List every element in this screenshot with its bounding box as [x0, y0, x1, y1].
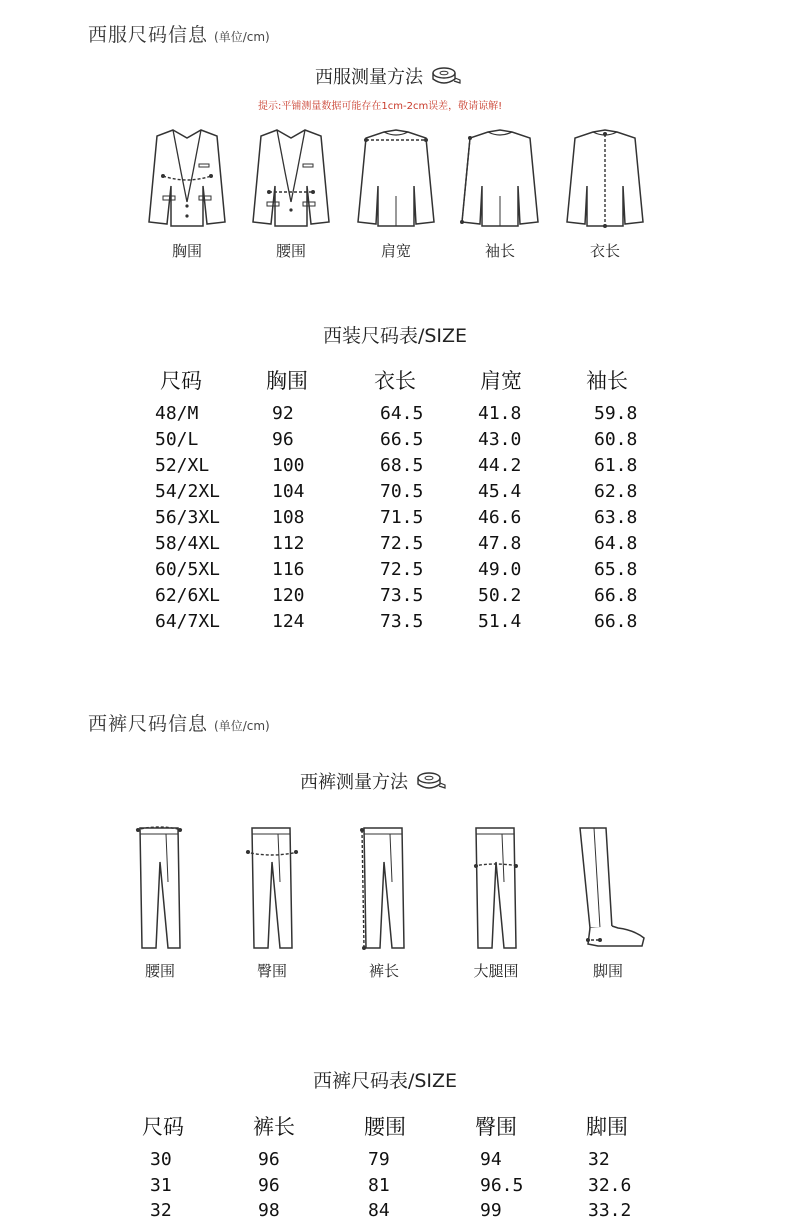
figure-label: 臀围 [256, 962, 287, 980]
measurement-tip: 提示:平铺测量数据可能存在1cm-2cm误差，敬请谅解! [258, 101, 503, 112]
table-cell: 84 [368, 1200, 390, 1221]
table-cell: 81 [368, 1175, 390, 1196]
jacket-unit: (单位/cm) [214, 30, 270, 44]
trousers-header-cell: 尺码 [142, 1115, 184, 1139]
table-cell: 73.5 [380, 585, 424, 606]
table-cell: 96 [258, 1149, 280, 1170]
jacket-method-title [315, 63, 461, 89]
table-cell: 68.5 [380, 455, 424, 476]
figure-label: 肩宽 [380, 242, 411, 260]
figure-trousers-thigh [446, 822, 546, 981]
table-cell: 48/M [155, 403, 199, 424]
table-cell: 51.4 [478, 611, 522, 632]
table-cell: 64.5 [380, 403, 424, 424]
table-cell: 30 [150, 1149, 172, 1170]
table-cell: 99 [480, 1200, 502, 1221]
jacket-header-cell: 肩宽 [480, 369, 522, 393]
table-cell: 66.5 [380, 429, 424, 450]
table-cell: 73.5 [380, 611, 424, 632]
jacket-header-cell: 袖长 [586, 369, 628, 393]
table-cell: 32.6 [588, 1175, 632, 1196]
table-cell: 71.5 [380, 507, 424, 528]
table-cell: 31 [150, 1175, 172, 1196]
table-cell: 72.5 [380, 559, 424, 580]
figure-label: 胸围 [171, 242, 202, 260]
table-cell: 79 [368, 1149, 390, 1170]
table-cell: 64/7XL [155, 611, 221, 632]
table-cell: 58/4XL [155, 533, 221, 554]
trousers-hem-icon [568, 822, 648, 952]
figure-jacket-chest [137, 126, 237, 261]
figure-jacket-sleeve [450, 126, 550, 261]
figure-jacket-shoulder [346, 126, 446, 261]
figure-label: 裤长 [368, 962, 399, 980]
table-cell: 33.2 [588, 1200, 632, 1221]
table-cell: 66.8 [594, 585, 638, 606]
table-cell: 50/L [155, 429, 199, 450]
trousers-section-title [88, 709, 270, 736]
jacket-method-title-text: 西服测量方法 [315, 67, 423, 88]
table-cell: 100 [272, 455, 305, 476]
jacket-back-sleeve-icon [458, 126, 542, 232]
table-cell: 96 [272, 429, 294, 450]
table-cell: 32 [150, 1200, 172, 1221]
table-cell: 72.5 [380, 533, 424, 554]
tape-measure-icon [416, 770, 446, 792]
trousers-method-title [300, 768, 446, 794]
figure-label: 衣长 [589, 242, 620, 260]
table-cell: 44.2 [478, 455, 522, 476]
table-cell: 45.4 [478, 481, 522, 502]
jacket-header-cell: 尺码 [160, 369, 202, 393]
table-cell: 94 [480, 1149, 502, 1170]
tape-measure-icon [431, 65, 461, 87]
jacket-header-cell: 衣长 [374, 369, 416, 393]
table-cell: 96.5 [480, 1175, 524, 1196]
figure-label: 腰围 [275, 242, 306, 260]
table-cell: 124 [272, 611, 305, 632]
figure-label: 袖长 [484, 242, 515, 260]
jacket-back-length-icon [563, 126, 647, 232]
table-cell: 112 [272, 533, 305, 554]
table-cell: 61.8 [594, 455, 638, 476]
table-cell: 41.8 [478, 403, 522, 424]
table-cell: 52/XL [155, 455, 210, 476]
table-cell: 116 [272, 559, 305, 580]
table-cell: 120 [272, 585, 305, 606]
table-cell: 98 [258, 1200, 280, 1221]
jacket-front-waist-icon [249, 126, 333, 232]
jacket-table-title: 西装尺码表/SIZE [322, 325, 468, 347]
table-cell: 96 [258, 1175, 280, 1196]
table-cell: 50.2 [478, 585, 522, 606]
jacket-section-title [88, 20, 270, 47]
figure-trousers-waist [110, 822, 210, 981]
table-cell: 64.8 [594, 533, 638, 554]
figure-trousers-hem [558, 822, 658, 981]
trousers-table-title: 西裤尺码表/SIZE [312, 1070, 458, 1092]
table-cell: 63.8 [594, 507, 638, 528]
table-cell: 56/3XL [155, 507, 221, 528]
table-cell: 66.8 [594, 611, 638, 632]
table-cell: 104 [272, 481, 305, 502]
table-cell: 60.8 [594, 429, 638, 450]
jacket-back-shoulder-icon [354, 126, 438, 232]
figure-label: 大腿围 [473, 962, 519, 980]
figure-label: 腰围 [144, 962, 175, 980]
jacket-front-chest-icon [145, 126, 229, 232]
trousers-method-title-text: 西裤测量方法 [300, 772, 408, 793]
table-cell: 70.5 [380, 481, 424, 502]
table-cell: 92 [272, 403, 294, 424]
trousers-unit: (单位/cm) [214, 719, 270, 733]
trousers-hip-icon [242, 822, 302, 952]
table-cell: 32 [588, 1149, 610, 1170]
figure-jacket-length [555, 126, 655, 261]
figure-label: 脚围 [592, 962, 623, 980]
table-cell: 60/5XL [155, 559, 221, 580]
trousers-waist-icon [130, 822, 190, 952]
table-cell: 65.8 [594, 559, 638, 580]
table-cell: 54/2XL [155, 481, 221, 502]
table-cell: 47.8 [478, 533, 522, 554]
table-cell: 43.0 [478, 429, 522, 450]
table-cell: 62/6XL [155, 585, 221, 606]
trousers-header-cell: 腰围 [364, 1115, 406, 1139]
trousers-length-icon [354, 822, 414, 952]
trousers-header-cell: 脚围 [586, 1115, 628, 1139]
table-cell: 62.8 [594, 481, 638, 502]
figure-jacket-waist [241, 126, 341, 261]
figure-trousers-length [334, 822, 434, 981]
trousers-header-cell: 臀围 [475, 1115, 517, 1139]
table-cell: 59.8 [594, 403, 638, 424]
jacket-header-cell: 胸围 [266, 369, 308, 393]
table-cell: 49.0 [478, 559, 522, 580]
table-cell: 108 [272, 507, 305, 528]
trousers-header-cell: 裤长 [253, 1115, 295, 1139]
trousers-section-title-text: 西裤尺码信息 [88, 713, 209, 735]
table-cell: 46.6 [478, 507, 522, 528]
figure-trousers-hip [222, 822, 322, 981]
jacket-section-title-text: 西服尺码信息 [88, 24, 209, 46]
trousers-thigh-icon [466, 822, 526, 952]
